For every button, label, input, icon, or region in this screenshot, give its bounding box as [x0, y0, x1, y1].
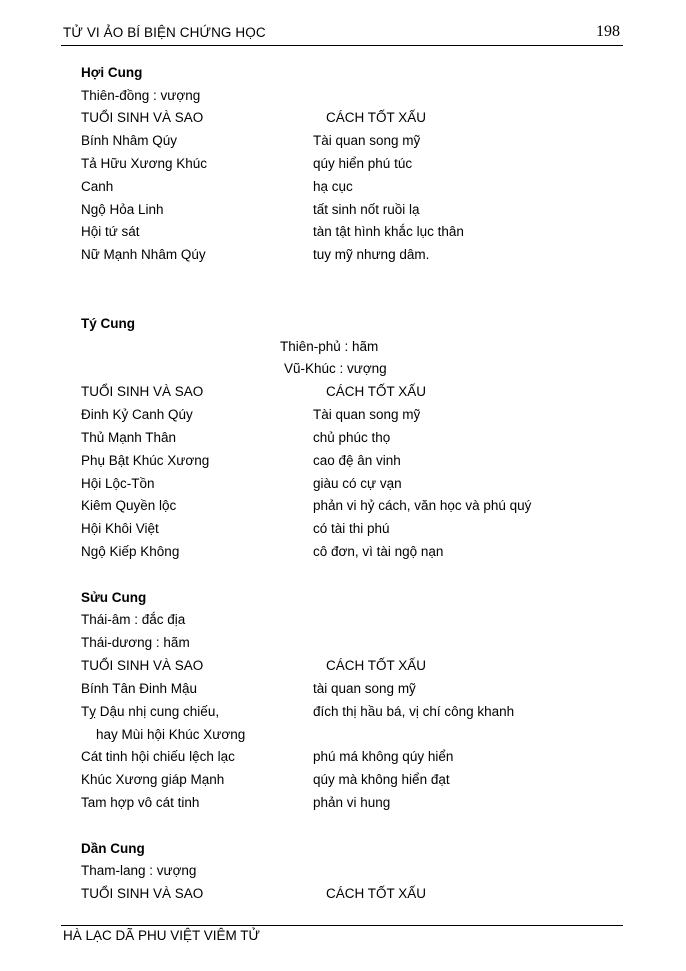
table-row-right: giàu có cự vạn	[313, 476, 402, 491]
section-heading-suu-cung: Sửu Cung	[81, 590, 147, 605]
page-footer-title: HÀ LẠC DÃ PHU VIỆT VIÊM TỬ	[63, 928, 261, 943]
table-row-left: Hội tứ sát	[81, 224, 140, 239]
table-row-left: Hội Lộc-Tồn	[81, 476, 155, 491]
table-row-left: Cát tinh hội chiếu lệch lạc	[81, 749, 235, 764]
table-row-left: Canh	[81, 179, 114, 194]
ty-cung-star-2: Vũ-Khúc : vượng	[284, 361, 387, 376]
table-row-left: Tỵ Dậu nhị cung chiếu,	[81, 704, 220, 719]
table-row-right: cao đệ ân vinh	[313, 453, 401, 468]
ty-cung-column-header-left: TUỔI SINH VÀ SAO	[81, 384, 204, 399]
table-row-left: Tam hợp vô cát tinh	[81, 795, 200, 810]
table-row-right: đích thị hầu bá, vị chí công khanh	[313, 704, 515, 719]
page-number: 198	[596, 23, 620, 40]
section-heading-ty-cung: Tý Cung	[81, 316, 135, 331]
dan-cung-column-header-right: CÁCH TỐT XẤU	[326, 886, 427, 901]
hoi-cung-column-header-left: TUỔI SINH VÀ SAO	[81, 110, 204, 125]
table-row-left: Ngộ Kiếp Không	[81, 544, 180, 559]
table-row-right: Tài quan song mỹ	[313, 407, 421, 422]
table-row-right: phú má không qúy hiển	[313, 749, 454, 764]
table-row-left: Tả Hữu Xương Khúc	[81, 156, 207, 171]
table-row-right: Tài quan song mỹ	[313, 133, 421, 148]
suu-cung-star-1: Thái-âm : đắc địa	[81, 612, 186, 627]
ty-cung-column-header-right: CÁCH TỐT XẤU	[326, 384, 427, 399]
table-row-left: Đinh Kỷ Canh Qúy	[81, 407, 193, 422]
table-row-right: tất sinh nốt ruồi lạ	[313, 202, 420, 217]
section-heading-hoi-cung: Hợi Cung	[81, 65, 143, 80]
table-row-right: phản vi hung	[313, 795, 391, 810]
table-row-left: Thủ Mạnh Thân	[81, 430, 177, 445]
ty-cung-star-1: Thiên-phủ : hãm	[280, 339, 379, 354]
table-row-right: phản vi hỷ cách, văn học và phú quý	[313, 498, 532, 513]
page-header-title: TỬ VI ẢO BÍ BIỆN CHỨNG HỌC	[63, 25, 266, 40]
hoi-cung-star: Thiên-đồng : vượng	[81, 88, 201, 103]
suu-cung-column-header-left: TUỔI SINH VÀ SAO	[81, 658, 204, 673]
section-heading-dan-cung: Dần Cung	[81, 841, 145, 856]
table-row-right: có tài thi phú	[313, 521, 390, 536]
table-row-right: hạ cục	[313, 179, 353, 194]
header-divider	[61, 45, 623, 46]
table-row-left: Bính Nhâm Qúy	[81, 133, 178, 148]
table-row-right: qúy hiển phú túc	[313, 156, 413, 171]
table-row-left: Phụ Bật Khúc Xương	[81, 453, 210, 468]
dan-cung-column-header-left: TUỔI SINH VÀ SAO	[81, 886, 204, 901]
footer-divider	[61, 925, 623, 926]
table-row-right: cô đơn, vì tài ngộ nạn	[313, 544, 444, 559]
table-row-left: Nữ Mạnh Nhâm Qúy	[81, 247, 206, 262]
suu-cung-column-header-right: CÁCH TỐT XẤU	[326, 658, 427, 673]
hoi-cung-column-header-right: CÁCH TỐT XẤU	[326, 110, 427, 125]
table-row-right: tài quan song mỹ	[313, 681, 416, 696]
table-row-left: Bính Tân Đinh Mậu	[81, 681, 198, 696]
table-row-right: qúy mà không hiển đạt	[313, 772, 450, 787]
table-row-left: Kiêm Quyền lộc	[81, 498, 177, 513]
table-row-left-continuation: hay Mùi hội Khúc Xương	[96, 727, 246, 742]
table-row-left: Hội Khôi Việt	[81, 521, 159, 536]
table-row-left: Ngộ Hỏa Linh	[81, 202, 164, 217]
table-row-right: tàn tật hình khắc lục thân	[313, 224, 464, 239]
table-row-right: chủ phúc thọ	[313, 430, 391, 445]
table-row-left: Khúc Xương giáp Mạnh	[81, 772, 225, 787]
suu-cung-star-2: Thái-dương : hãm	[81, 635, 190, 650]
dan-cung-star: Tham-lang : vượng	[81, 863, 197, 878]
table-row-right: tuy mỹ nhưng dâm.	[313, 247, 430, 262]
